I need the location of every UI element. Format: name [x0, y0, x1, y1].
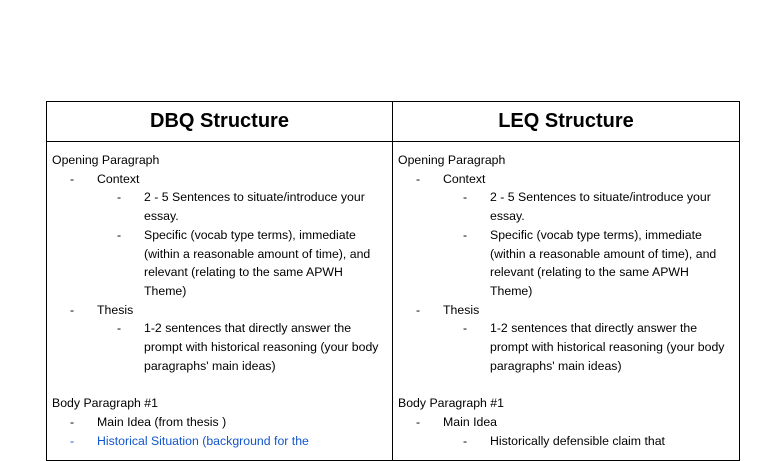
leq-body1: Body Paragraph #1: [398, 396, 504, 411]
dbq-thesis: Thesis: [97, 302, 134, 317]
dbq-context-point-2: [52, 226, 384, 301]
spacer: [398, 375, 739, 394]
leq-heading: LEQ Structure: [393, 102, 739, 142]
dbq-context: Context: [97, 171, 140, 186]
leq-thesis-point: [398, 319, 730, 375]
leq-main-idea: Main Idea: [443, 414, 498, 429]
dbq-ctx2: Specific (vocab type terms), immediate (within a reasonable amount of time), and relevant (relating to the same APWH Theme): [144, 227, 371, 298]
dash-bullet: -: [463, 227, 468, 242]
dash-bullet: -: [416, 171, 421, 186]
dbq-body1: Body Paragraph #1: [52, 396, 158, 411]
dbq-main-idea-item: [52, 413, 392, 432]
dbq-main-idea: Main Idea (from thesis ): [97, 414, 227, 429]
dash-bullet: -: [70, 433, 75, 448]
leq-content: [393, 142, 739, 450]
leq-claim: Historically defensible claim that: [490, 433, 665, 448]
leq-opening: Opening Paragraph: [398, 153, 506, 167]
dbq-column: [47, 102, 393, 460]
dbq-context-point-1: [52, 188, 384, 225]
dbq-ctx1: 2 - 5 Sentences to situate/introduce your essay.: [144, 190, 365, 224]
dbq-content: [47, 142, 392, 450]
leq-th1: 1-2 sentences that directly answer the prompt with historical reasoning (your body paragraphs' main ideas): [490, 321, 725, 373]
leq-main-idea-item: [398, 413, 739, 432]
dbq-opening: Opening Paragraph: [52, 153, 160, 167]
dash-bullet: -: [117, 321, 122, 336]
dash-bullet: -: [463, 433, 468, 448]
dbq-thesis-item: [52, 301, 392, 320]
dash-bullet: -: [70, 302, 75, 317]
dash-bullet: -: [117, 190, 122, 205]
structure-table: [46, 101, 740, 461]
dbq-heading: DBQ Structure: [47, 102, 392, 142]
dash-bullet: -: [70, 171, 75, 186]
dash-bullet: -: [463, 321, 468, 336]
spacer: [52, 375, 392, 394]
leq-thesis-item: [398, 301, 739, 320]
leq-ctx2: Specific (vocab type terms), immediate (within a reasonable amount of time), and relevant (relating to the same APWH Theme): [490, 227, 717, 298]
leq-context-point-1: [398, 188, 730, 225]
dbq-historical: Historical Situation (background for the: [97, 433, 309, 448]
dash-bullet: -: [416, 302, 421, 317]
dash-bullet: -: [416, 414, 421, 429]
dbq-th1: 1-2 sentences that directly answer the prompt with historical reasoning (your body paragraphs' main ideas): [144, 321, 379, 373]
leq-column: [393, 102, 739, 460]
leq-context-item: [398, 170, 739, 189]
leq-context: Context: [443, 171, 486, 186]
leq-context-point-2: [398, 226, 730, 301]
dash-bullet: -: [117, 227, 122, 242]
dbq-context-item: [52, 170, 392, 189]
leq-ctx1: 2 - 5 Sentences to situate/introduce your essay.: [490, 190, 711, 224]
dash-bullet: -: [463, 190, 468, 205]
leq-thesis: Thesis: [443, 302, 480, 317]
dbq-thesis-point: [52, 319, 384, 375]
dash-bullet: -: [70, 414, 75, 429]
